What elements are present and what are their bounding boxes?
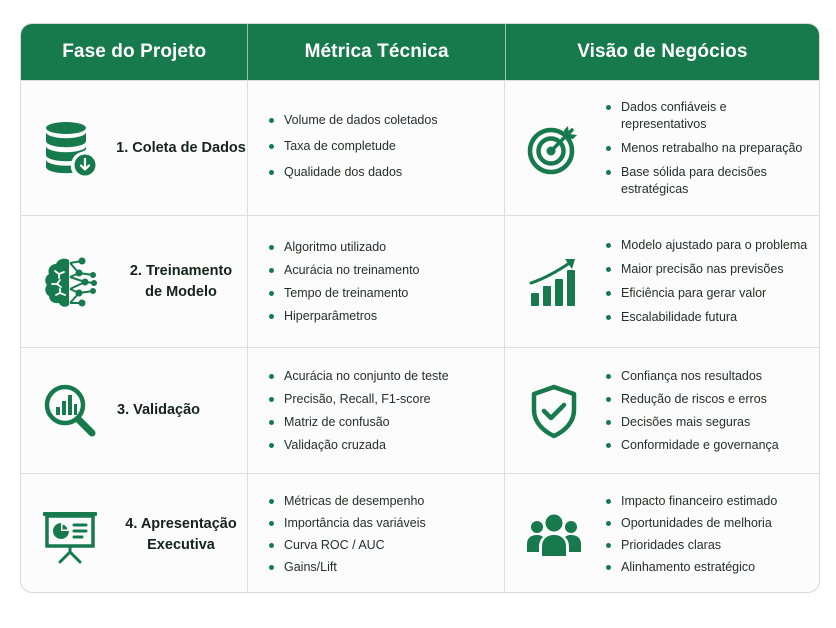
business-cell [505,81,819,215]
list-item: Maior precisão nas previsões [605,261,815,278]
target-icon [525,119,583,177]
list-item: Eficiência para gerar valor [605,285,815,302]
list-item: Impacto financeiro estimado [605,493,815,510]
business-cell [505,474,819,593]
database-download-icon [41,119,99,177]
technical-cell [248,216,505,347]
phase-title-line: 2. Treinamento [129,262,233,279]
list-item: Redução de riscos e erros [605,391,815,408]
technical-cell [248,348,505,473]
list-item: Base sólida para decisões estratégicas [605,164,815,198]
business-cell [505,216,819,347]
list-item: Métricas de desempenho [268,493,426,510]
list-item: Acurácia no conjunto de teste [268,368,449,385]
brain-network-icon [41,253,99,311]
business-cell [505,348,819,473]
list-item: Confiança nos resultados [605,368,815,385]
presentation-board-icon [41,506,99,564]
list-item: Menos retrabalho na preparação [605,140,815,157]
header-business-view: Visão de Negócios [577,41,748,62]
header-phase: Fase do Projeto [21,24,248,80]
phase-cell [21,348,248,473]
list-item: Curva ROC / AUC [268,537,426,554]
list-item: Volume de dados coletados [268,112,438,129]
list-item: Gains/Lift [268,559,426,576]
list-item: Conformidade e governança [605,437,815,454]
phase-title [115,261,247,303]
phase-cell [21,216,248,347]
table-header [21,24,819,80]
table-row [21,215,819,347]
phase-title-line: de Modelo [145,283,217,300]
list-item: Modelo ajustado para o problema [605,237,815,254]
list-item: Dados confiáveis e representativos [605,99,815,133]
list-item: Oportunidades de melhoria [605,515,815,532]
table-row [21,347,819,473]
list-item: Decisões mais seguras [605,414,815,431]
list-item: Precisão, Recall, F1-score [268,391,449,408]
technical-cell [248,81,505,215]
phase-title: 3. Validação [117,402,201,418]
technical-cell [248,474,505,593]
list-item: Prioridades claras [605,537,815,554]
table-row [21,80,819,215]
magnifier-chart-icon [41,382,99,440]
list-item: Alinhamento estratégico [605,559,815,576]
header-technical-metric: Métrica Técnica [248,24,505,80]
phase-cell [21,474,248,593]
list-item: Hiperparâmetros [268,308,420,325]
phase-title-line: Executiva [147,536,215,553]
list-item: Tempo de treinamento [268,285,420,302]
team-icon [525,506,583,564]
shield-check-icon [525,382,583,440]
list-item: Algoritmo utilizado [268,239,420,256]
phase-title: 1. Coleta de Dados [116,139,246,156]
list-item: Validação cruzada [268,437,449,454]
list-item: Qualidade dos dados [268,164,438,181]
list-item: Matriz de confusão [268,414,449,431]
table-row [21,473,819,593]
phase-cell [21,81,248,215]
phases-table [20,23,820,593]
growth-chart-icon [525,253,583,311]
list-item: Importância das variáveis [268,515,426,532]
phase-title [115,514,247,556]
list-item: Acurácia no treinamento [268,262,420,279]
phase-title-line: 4. Apresentação [125,515,237,532]
list-item: Taxa de completude [268,138,438,155]
list-item: Escalabilidade futura [605,309,815,326]
